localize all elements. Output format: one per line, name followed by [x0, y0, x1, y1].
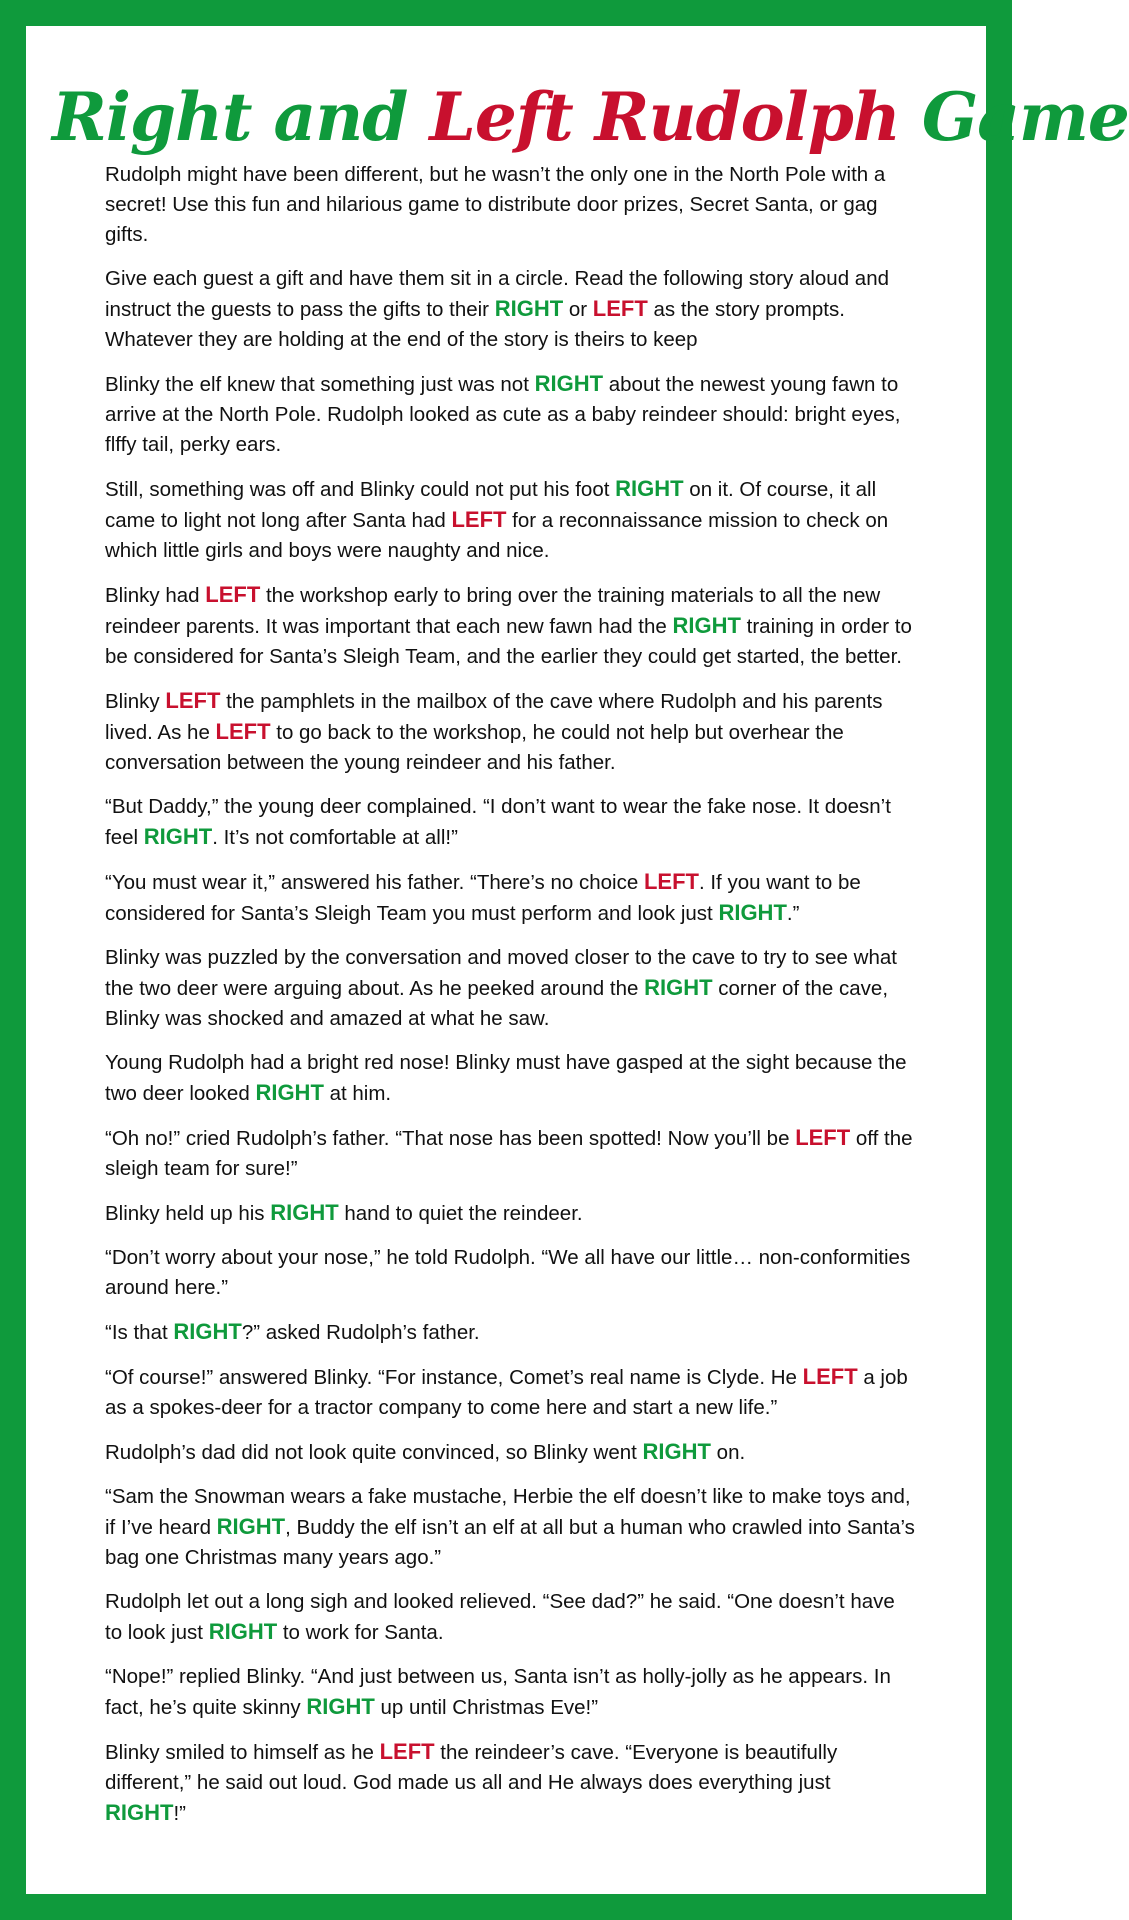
paragraph-text: the workshop early to bring over the training materials to all the new reindeer parents. It was important that each new fawn had the	[105, 584, 881, 638]
right-keyword: RIGHT	[615, 476, 684, 501]
right-keyword: RIGHT	[255, 1080, 324, 1105]
left-keyword: LEFT	[215, 719, 271, 744]
paragraph-text: “You must wear it,” answered his father. “There’s no choice	[105, 871, 644, 894]
paragraph-text: hand to quiet the reindeer.	[338, 1202, 583, 1225]
left-keyword: LEFT	[379, 1739, 435, 1764]
story-paragraph	[105, 867, 915, 929]
story-paragraph	[105, 1243, 915, 1303]
paragraph-text: Rudolph let out a long sigh and looked relieved. “See dad?” he said. “One doesn’t have to look just	[105, 1590, 895, 1644]
right-keyword: RIGHT	[143, 824, 213, 849]
right-keyword: RIGHT	[105, 1800, 174, 1825]
paragraph-text: “Nope!” replied Blinky. “And just between us, Santa isn’t as holly-jolly as he appears. In fact, he’s quite skinny	[105, 1665, 891, 1719]
paragraph-text: “Of course!” answered Blinky. “For instance, Comet’s real name is Clyde. He	[105, 1366, 803, 1389]
paragraph-text: !”	[173, 1802, 186, 1825]
story-paragraph	[105, 1662, 915, 1723]
instructions-paragraph	[105, 160, 915, 250]
right-keyword: RIGHT	[672, 613, 741, 638]
story-paragraph	[105, 1587, 915, 1648]
paragraph-text: Blinky smiled to himself as he	[105, 1741, 380, 1764]
paragraph-text: about the newest young fawn to arrive at the North Pole. Rudolph looked as cute as a baby reindeer should: bright eyes, flffy tail, perky ears.	[105, 373, 901, 456]
right-keyword: RIGHT	[494, 296, 564, 321]
story-paragraph	[105, 943, 915, 1034]
paragraph-text: “Is that	[105, 1321, 174, 1344]
story-paragraph	[105, 1317, 915, 1348]
paragraph-text: “Don’t worry about your nose,” he told Rudolph. “We all have our little… non-conformities around here.”	[105, 1246, 911, 1299]
paragraph-text: at him.	[323, 1082, 392, 1105]
story-body	[105, 160, 915, 1843]
paragraph-text: or	[563, 298, 593, 321]
paragraph-text: “Sam the Snowman wears a fake mustache, Herbie the elf doesn’t like to make toys and, if I’ve heard	[105, 1485, 911, 1539]
right-keyword: RIGHT	[216, 1514, 286, 1539]
paragraph-text: off the sleigh team for sure!”	[105, 1127, 913, 1180]
page-title	[52, 62, 1129, 172]
paragraph-text: Blinky	[105, 690, 166, 713]
paragraph-text: ?” asked Rudolph’s father.	[241, 1321, 480, 1344]
story-paragraph	[105, 1437, 915, 1468]
paragraph-text: .”	[786, 902, 800, 925]
story-paragraph	[105, 686, 915, 778]
story-paragraph	[105, 1362, 915, 1423]
story-paragraph	[105, 1048, 915, 1109]
story-paragraph	[105, 1123, 915, 1184]
paragraph-text: the pamphlets in the mailbox of the cave where Rudolph and his parents lived. As he	[105, 690, 883, 744]
paragraph-text: Give each guest a gift and have them sit in a circle. Read the following story aloud and instruct the guests to pass the gifts to their	[105, 267, 890, 321]
right-keyword: RIGHT	[534, 371, 604, 396]
left-keyword: LEFT	[592, 296, 648, 321]
paragraph-text: for a reconnaissance mission to check on which little girls and boys were naughty and nice.	[105, 509, 889, 562]
paragraph-text: to work for Santa.	[277, 1621, 444, 1644]
title-right-and: Right and	[52, 78, 408, 156]
paragraph-text: to go back to the workshop, he could not help but overhear the conversation between the young reindeer and his father.	[105, 721, 844, 774]
paragraph-text: Blinky was puzzled by the conversation and moved closer to the cave to try to see what the two deer were arguing about. As he peeked around the	[105, 946, 897, 1000]
paragraph-text: on it. Of course, it all came to light not long after Santa had	[105, 478, 877, 532]
story-paragraph	[105, 1198, 915, 1229]
right-keyword: RIGHT	[718, 900, 787, 925]
right-keyword: RIGHT	[173, 1319, 242, 1344]
instructions-paragraph	[105, 264, 915, 355]
paragraph-text: Blinky the elf knew that something just was not	[105, 373, 535, 396]
paragraph-text: , Buddy the elf isn’t an elf at all but a human who crawled into Santa’s bag one Christmas many years ago.”	[105, 1516, 915, 1569]
left-keyword: LEFT	[205, 582, 261, 607]
paragraph-text: Blinky held up his	[105, 1202, 271, 1225]
story-paragraph	[105, 1737, 915, 1829]
paragraph-text: Young Rudolph had a bright red nose! Blinky must have gasped at the sight because the two deer looked	[105, 1051, 907, 1105]
paragraph-text: “But Daddy,” the young deer complained. “I don’t want to wear the fake nose. It doesn’t feel	[105, 795, 891, 849]
story-paragraph	[105, 369, 915, 460]
left-keyword: LEFT	[643, 869, 699, 894]
left-keyword: LEFT	[795, 1125, 851, 1150]
right-keyword: RIGHT	[208, 1619, 278, 1644]
paragraph-text: corner of the cave, Blinky was shocked and amazed at what he saw.	[105, 977, 889, 1030]
story-paragraph	[105, 474, 915, 566]
paragraph-text: Blinky had	[105, 584, 206, 607]
paragraph-text: on.	[710, 1441, 746, 1464]
paragraph-text: . It’s not comfortable at all!”	[212, 826, 458, 849]
right-keyword: RIGHT	[270, 1200, 339, 1225]
story-paragraph	[105, 792, 915, 853]
paragraph-text: a job as a spokes-deer for a tractor company to come here and start a new life.”	[105, 1366, 908, 1419]
title-game: Game	[921, 78, 1129, 156]
story-paragraph	[105, 580, 915, 672]
paragraph-text: . If you want to be considered for Santa’s Sleigh Team you must perform and look just	[105, 871, 861, 925]
right-keyword: RIGHT	[644, 975, 713, 1000]
paragraph-text: as the story prompts. Whatever they are holding at the end of the story is theirs to keep	[105, 298, 845, 351]
story-paragraph	[105, 1482, 915, 1573]
paragraph-text: training in order to be considered for Santa’s Sleigh Team, and the earlier they could get started, the better.	[105, 615, 912, 668]
paragraph-text: Rudolph’s dad did not look quite convinced, so Blinky went	[105, 1441, 643, 1464]
paragraph-text: Still, something was off and Blinky could not put his foot	[105, 478, 616, 501]
paragraph-text: Rudolph might have been different, but he wasn’t the only one in the North Pole with a secret! Use this fun and hilarious game to distribute door prizes, Secret Santa, or gag gifts.	[105, 163, 886, 246]
left-keyword: LEFT	[802, 1364, 858, 1389]
right-keyword: RIGHT	[642, 1439, 711, 1464]
paragraph-text: up until Christmas Eve!”	[374, 1696, 599, 1719]
left-keyword: LEFT	[451, 507, 507, 532]
left-keyword: LEFT	[165, 688, 221, 713]
paragraph-text: the reindeer’s cave. “Everyone is beautifully different,” he said out loud. God made us all and He always does everything just	[105, 1741, 838, 1794]
title-left-rudolph: Left Rudolph	[429, 78, 900, 156]
paragraph-text: “Oh no!” cried Rudolph’s father. “That nose has been spotted! Now you’ll be	[105, 1127, 796, 1150]
right-keyword: RIGHT	[306, 1694, 375, 1719]
